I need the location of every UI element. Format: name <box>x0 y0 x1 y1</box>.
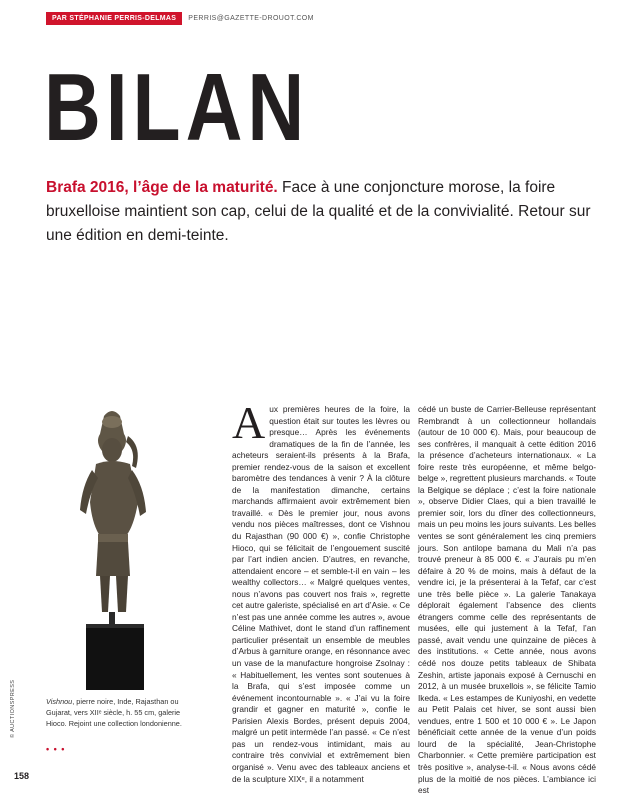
lead-highlight: Brafa 2016, l’âge de la maturité. <box>46 179 278 196</box>
body-column-1 <box>232 397 410 785</box>
caption-dots: • • • <box>46 744 66 754</box>
author-email[interactable]: PERRIS@GAZETTE-DROUOT.COM <box>188 15 314 22</box>
body-text-col1: ux premières heures de la foire, la question était sur toutes les lèvres ou presque… Après les événements dramatiques de la fin de l’année, les acheteurs seraient-ils présents à la Brafa, premier rendez-vous de la saison et excellent baromètre des tendances à venir ? À la clôture de la manifestation dimanche, certains marchands affirmaient avoir extrêmement bien travaillé. « Dès le premier jour, nous avons vendu nos pièces maîtresses, dont ce Vishnou du Rajasthan (90 000 €) », confie Christophe Hioco, qui se félicitait de l’engouement suscité par l’art indien ancien. D’autres, en revanche, attendaient encore – et semble-t-il en vain – les wealthy collectors… « Malgré quelques ventes, nous n’avons pas couvert nos frais », regrette cet autre galeriste, spécialisé en art d’Asie. « Ce n’est pas une année comme les autres », avoue Céline Mathivet, dont le stand d’un raffinement particulier présentait un ensemble de meubles d’Arbus à garniture orange, en résonnance avec un vase de la manufacture hongroise Zsolnay : « Habituellement, les ventes sont soutenues à la Brafa, qui s’est imposée comme un événement incontournable ». « J’ai vu la foire grandir et gagner en maturité », confie le Parisien Alexis Bordes, présent depuis 2004, malgré un petit intermède l’an passé. « Ce n’est pas un rendez-vous intimidant, mais au contraire très convivial et extrêmement bien organisé ». Venu avec des tableaux anciens et de la sculpture XIXᵉ, il a notamment <box>232 404 410 784</box>
lead-paragraph <box>46 176 606 248</box>
photo-credit: © AUCTIONSPRESS <box>10 679 16 738</box>
page-title: BILAN <box>44 54 310 161</box>
photo-caption <box>46 696 186 730</box>
byline <box>46 12 314 25</box>
caption-title: Vishnou <box>46 697 73 706</box>
caption-text: , pierre noire, Inde, Rajasthan ou Gujarat, vers XIIᵉ siècle, h. 55 cm, galerie Hioco. Rejoint une collection londonienne. <box>46 697 182 729</box>
body-text-col2: cédé un buste de Carrier-Belleuse représentant Rembrandt à un collectionneur hollandais (autour de 10 000 €). Mais, pour beaucoup de ses confrères, il manquait à cette édition 2016 la présence d’acheteurs internationaux. « La foire reste très européenne, et même belgo-belge », regrettent plusieurs marchands. « Toute la Belgique se déplace ; c’est la foire nationale », observe Didier Claes, qui a bien travaillé le premier soir, lors du dîner des collectionneurs, mais un peu moins les jours suivants. Les belles ventes se sont généralement les cinq premiers jours. Son antilope bamana du Mali n’a pas trouvé preneur à 85 000 €. « J’aurais pu m’en défaire à 20 % de moins, mais à défaut de la vendre ici, je la présenterai à la Tefaf, car c’est une très belle pièce ». La galerie Tanakaya déplorait également l’absence des clients étrangers comme celle des représentants de musées, elle qui justement à la Tefaf, l’an passé, avait vendu une quinzaine de pièces à des institutions. « Cette année, nous avons cédé nos douze petits tableaux de Shibata Zeshin, artiste japonais exposé à Cernuschi en 2012, à un musée bruxellois », se félicite Tamio Ikeda. « Les estampes de Kuniyoshi, en vedette au Petit Palais cet hiver, se sont aussi bien vendues, entre 1 500 et 10 000 € ». Le Japon bénéficiait cette année de la venue d’un poids lourd de la spécialité, Jean-Christophe Charbonnier. « Cette première participation est très positive », analyse-t-il. « Nous avons cédé plus de la moitié de nos pièces. L’ambiance ici est <box>418 404 596 796</box>
author-tag: PAR STÉPHANIE PERRIS-DELMAS <box>46 12 182 25</box>
body-column-2 <box>418 404 596 797</box>
vishnu-statue-image <box>46 406 184 694</box>
page-number: 158 <box>14 771 30 781</box>
statue-photo <box>46 406 184 694</box>
drop-cap: A <box>232 397 266 448</box>
lead-text: Face à une conjoncture morose, la foire bruxelloise maintient son cap, celui de la qualité et de la convivialité. Retour sur une édition en demi-teinte. <box>46 179 591 244</box>
